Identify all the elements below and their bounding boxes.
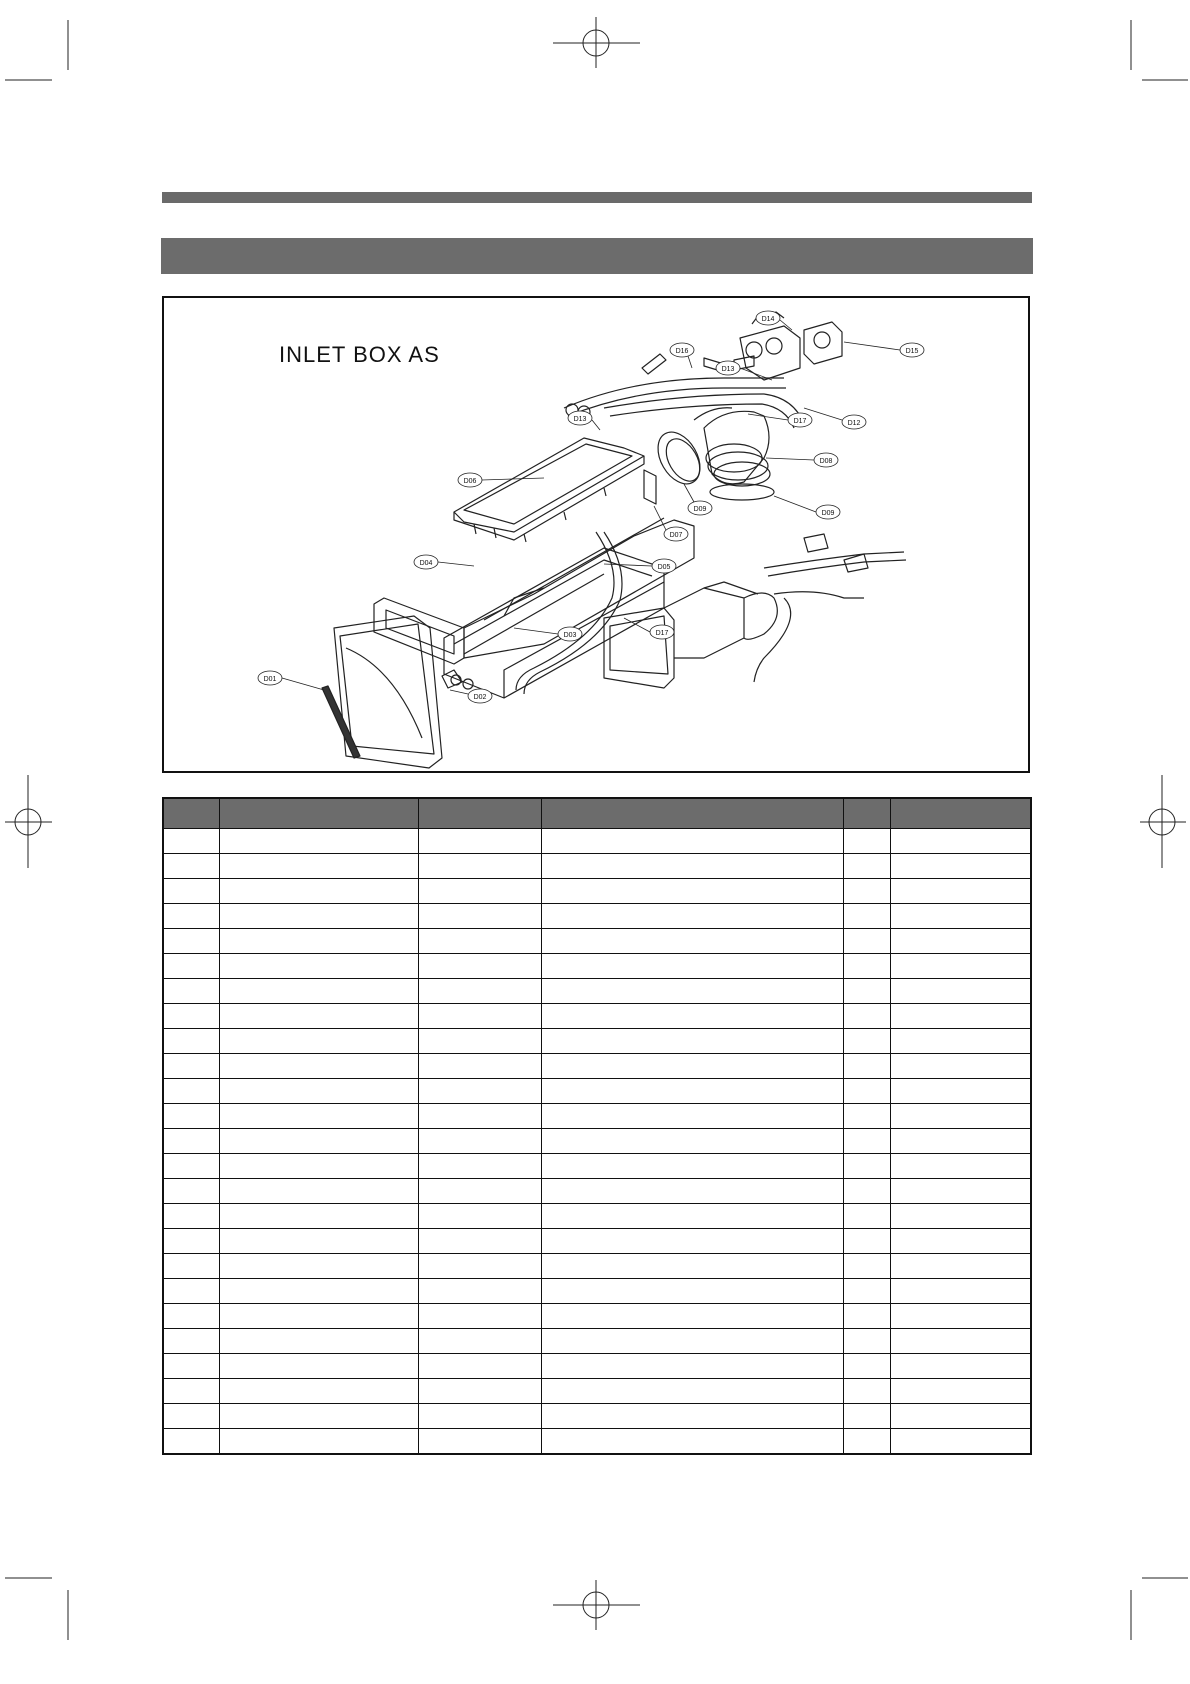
table-cell <box>163 854 219 879</box>
table-cell <box>418 1154 541 1179</box>
callout-label-d12: D12 <box>847 420 861 427</box>
header-cell-description <box>541 798 843 829</box>
table-cell <box>163 1054 219 1079</box>
table-cell <box>541 929 843 954</box>
table-row <box>163 1304 1031 1329</box>
parts-list-table <box>162 797 1032 1455</box>
table-row <box>163 1354 1031 1379</box>
table-cell <box>890 1254 1031 1279</box>
table-cell <box>418 829 541 854</box>
table-cell <box>219 1154 418 1179</box>
table-cell <box>541 1279 843 1304</box>
table-cell <box>890 1429 1031 1455</box>
table-cell <box>219 1304 418 1329</box>
table-cell <box>843 1054 890 1079</box>
table-cell <box>890 1029 1031 1054</box>
header-cell-part-name <box>418 798 541 829</box>
table-cell <box>163 1004 219 1029</box>
table-cell <box>890 829 1031 854</box>
table-cell <box>890 1354 1031 1379</box>
table-cell <box>541 1104 843 1129</box>
table-cell <box>163 1154 219 1179</box>
callout-label-d13a: D13 <box>573 416 587 423</box>
table-cell <box>843 854 890 879</box>
table-cell <box>890 1404 1031 1429</box>
table-cell <box>219 954 418 979</box>
table-cell <box>219 829 418 854</box>
table-cell <box>163 1179 219 1204</box>
table-cell <box>418 1354 541 1379</box>
table-cell <box>890 1079 1031 1104</box>
table-cell <box>890 1179 1031 1204</box>
table-cell <box>219 979 418 1004</box>
table-cell <box>418 904 541 929</box>
table-cell <box>843 979 890 1004</box>
section-title-band <box>161 238 1033 274</box>
callout-label-d03: D03 <box>563 632 577 639</box>
table-row <box>163 1254 1031 1279</box>
table-row <box>163 879 1031 904</box>
table-cell <box>541 1154 843 1179</box>
table-cell <box>843 1204 890 1229</box>
table-cell <box>163 904 219 929</box>
table-row <box>163 1154 1031 1179</box>
table-row <box>163 1279 1031 1304</box>
header-cell-remark <box>890 798 1031 829</box>
table-row <box>163 1104 1031 1129</box>
table-cell <box>890 1054 1031 1079</box>
table-cell <box>541 1079 843 1104</box>
table-row <box>163 1004 1031 1029</box>
table-cell <box>843 1329 890 1354</box>
table-cell <box>843 1254 890 1279</box>
table-cell <box>890 1154 1031 1179</box>
table-cell <box>843 1379 890 1404</box>
table-row <box>163 1229 1031 1254</box>
parts-table-body <box>163 829 1031 1455</box>
table-cell <box>890 1129 1031 1154</box>
table-row <box>163 1329 1031 1354</box>
callout-label-d07: D07 <box>669 532 683 539</box>
table-row <box>163 1404 1031 1429</box>
table-cell <box>219 1129 418 1154</box>
table-row <box>163 1054 1031 1079</box>
table-row <box>163 904 1031 929</box>
table-cell <box>418 929 541 954</box>
table-cell <box>541 1129 843 1154</box>
diagram-title: INLET BOX AS <box>279 342 440 367</box>
callout-label-d02: D02 <box>473 694 487 701</box>
table-row <box>163 1204 1031 1229</box>
table-cell <box>163 879 219 904</box>
header-cell-no <box>163 798 219 829</box>
hose-clamp-upper <box>649 425 708 491</box>
exploded-view-drawing <box>164 298 1028 771</box>
table-cell <box>418 1429 541 1455</box>
table-row <box>163 1029 1031 1054</box>
table-cell <box>163 979 219 1004</box>
callout-label-d09b: D09 <box>821 510 835 517</box>
table-cell <box>163 1129 219 1154</box>
table-cell <box>219 1029 418 1054</box>
callout-d16 <box>670 343 694 368</box>
table-cell <box>843 1229 890 1254</box>
table-cell <box>418 1254 541 1279</box>
table-cell <box>163 1229 219 1254</box>
callout-label-d09a: D09 <box>693 506 707 513</box>
table-cell <box>890 1004 1031 1029</box>
callout-label-d14: D14 <box>761 316 775 323</box>
callout-label-d16: D16 <box>675 348 689 355</box>
callout-label-d04: D04 <box>419 560 433 567</box>
table-cell <box>890 1279 1031 1304</box>
table-cell <box>843 929 890 954</box>
table-cell <box>541 1379 843 1404</box>
table-row <box>163 829 1031 854</box>
table-cell <box>163 1404 219 1429</box>
table-cell <box>219 1254 418 1279</box>
table-cell <box>890 1379 1031 1404</box>
table-cell <box>219 1229 418 1254</box>
table-cell <box>163 829 219 854</box>
table-cell <box>843 1279 890 1304</box>
table-cell <box>541 829 843 854</box>
table-cell <box>843 1029 890 1054</box>
table-cell <box>219 1329 418 1354</box>
callout-label-d15: D15 <box>905 348 919 355</box>
table-cell <box>890 1104 1031 1129</box>
table-cell <box>843 1004 890 1029</box>
table-cell <box>890 1304 1031 1329</box>
table-cell <box>163 1354 219 1379</box>
table-cell <box>418 1404 541 1429</box>
table-cell <box>843 1179 890 1204</box>
table-cell <box>843 1304 890 1329</box>
table-cell <box>843 1429 890 1455</box>
table-cell <box>163 1379 219 1404</box>
table-cell <box>541 1304 843 1329</box>
table-cell <box>843 879 890 904</box>
callout-label-d08: D08 <box>819 458 833 465</box>
header-rule <box>162 192 1032 203</box>
table-cell <box>163 1279 219 1304</box>
table-cell <box>163 1429 219 1455</box>
table-cell <box>163 1079 219 1104</box>
table-cell <box>219 1004 418 1029</box>
table-cell <box>890 954 1031 979</box>
callout-label-d01: D01 <box>263 676 277 683</box>
table-cell <box>219 854 418 879</box>
table-cell <box>890 979 1031 1004</box>
table-cell <box>418 1304 541 1329</box>
table-cell <box>843 1154 890 1179</box>
table-row <box>163 854 1031 879</box>
table-cell <box>163 1254 219 1279</box>
table-cell <box>418 1104 541 1129</box>
table-cell <box>418 1329 541 1354</box>
table-cell <box>541 1429 843 1455</box>
table-row <box>163 1179 1031 1204</box>
header-cell-qty <box>843 798 890 829</box>
table-cell <box>163 1204 219 1229</box>
table-cell <box>890 854 1031 879</box>
table-cell <box>219 879 418 904</box>
table-cell <box>843 954 890 979</box>
table-cell <box>163 1029 219 1054</box>
table-cell <box>541 1054 843 1079</box>
exploded-diagram-frame <box>162 296 1030 773</box>
table-cell <box>418 854 541 879</box>
table-cell <box>418 1179 541 1204</box>
table-cell <box>418 1204 541 1229</box>
table-cell <box>418 954 541 979</box>
table-cell <box>418 1129 541 1154</box>
callout-label-d06: D06 <box>463 478 477 485</box>
table-row <box>163 1379 1031 1404</box>
table-cell <box>219 929 418 954</box>
table-cell <box>418 879 541 904</box>
table-cell <box>541 854 843 879</box>
table-cell <box>843 829 890 854</box>
table-cell <box>890 1329 1031 1354</box>
table-cell <box>890 904 1031 929</box>
table-cell <box>418 1054 541 1079</box>
table-cell <box>219 1204 418 1229</box>
table-cell <box>418 1229 541 1254</box>
table-row <box>163 979 1031 1004</box>
callout-label-d17a: D17 <box>793 418 807 425</box>
table-cell <box>541 879 843 904</box>
assembled-inlet-box-view <box>604 534 906 688</box>
table-cell <box>890 1204 1031 1229</box>
table-cell <box>163 929 219 954</box>
table-cell <box>843 1079 890 1104</box>
table-row <box>163 1079 1031 1104</box>
table-cell <box>541 1254 843 1279</box>
table-cell <box>843 1404 890 1429</box>
table-cell <box>843 1129 890 1154</box>
table-cell <box>541 979 843 1004</box>
table-cell <box>843 1354 890 1379</box>
table-cell <box>163 954 219 979</box>
table-cell <box>219 1054 418 1079</box>
table-cell <box>541 1354 843 1379</box>
table-cell <box>219 1429 418 1455</box>
table-cell <box>418 1379 541 1404</box>
callout-label-d17b: D17 <box>655 630 669 637</box>
table-cell <box>418 1029 541 1054</box>
table-cell <box>219 904 418 929</box>
table-cell <box>541 1329 843 1354</box>
table-cell <box>890 879 1031 904</box>
table-cell <box>219 1354 418 1379</box>
table-header-row <box>163 798 1031 829</box>
table-cell <box>418 1079 541 1104</box>
table-cell <box>418 979 541 1004</box>
table-cell <box>219 1104 418 1129</box>
table-cell <box>219 1379 418 1404</box>
table-cell <box>418 1004 541 1029</box>
table-cell <box>541 1229 843 1254</box>
table-cell <box>541 954 843 979</box>
table-row <box>163 929 1031 954</box>
callout-label-d05: D05 <box>657 564 671 571</box>
table-cell <box>541 1204 843 1229</box>
detergent-drawer <box>444 548 664 698</box>
table-cell <box>890 1229 1031 1254</box>
table-cell <box>219 1079 418 1104</box>
table-row <box>163 954 1031 979</box>
table-cell <box>843 904 890 929</box>
table-cell <box>219 1179 418 1204</box>
table-cell <box>541 1179 843 1204</box>
table-cell <box>219 1404 418 1429</box>
table-cell <box>219 1279 418 1304</box>
table-cell <box>541 1029 843 1054</box>
table-cell <box>418 1279 541 1304</box>
table-cell <box>843 1104 890 1129</box>
table-cell <box>541 1004 843 1029</box>
table-row <box>163 1129 1031 1154</box>
callout-label-d13b: D13 <box>721 366 735 373</box>
header-cell-part-code <box>219 798 418 829</box>
water-valve-single <box>804 322 842 364</box>
table-cell <box>541 1404 843 1429</box>
table-cell <box>541 904 843 929</box>
table-cell <box>163 1329 219 1354</box>
table-row <box>163 1429 1031 1455</box>
table-cell <box>163 1304 219 1329</box>
table-cell <box>890 929 1031 954</box>
table-cell <box>163 1104 219 1129</box>
